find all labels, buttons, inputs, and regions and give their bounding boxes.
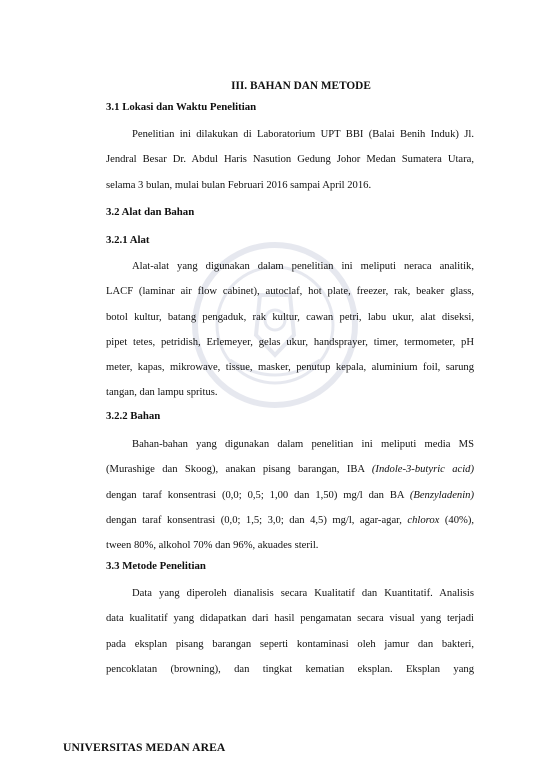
text-line: Alat-alat yang digunakan dalam penelitian ini meliputi neraca analitik, — [132, 261, 474, 272]
text-line: tween 80%, alkohol 70% dan 96%, akuades steril. — [106, 540, 319, 552]
paragraph-metode — [106, 581, 474, 682]
text-run: dengan taraf konsentrasi (0,0; 1,5; 3,0; dan 4,5) mg/l, agar-agar, — [106, 514, 408, 526]
text-line: Jendral Besar Dr. Abdul Haris Nasution Gedung Johor Medan Sumatera Utara, — [106, 154, 474, 166]
text-line: tangan, dan lampu spritus. — [106, 387, 218, 399]
text-run: dengan taraf konsentrasi (0,0; 0,5; 1,00 dan 1,50) mg/l dan BA — [106, 489, 410, 501]
text-line: Bahan-bahan yang digunakan dalam penelitian ini meliputi media MS — [132, 439, 474, 450]
text-line: meter, kapas, mikrowave, tissue, masker, penutup kepala, aluminium foil, sarung — [106, 362, 474, 374]
paragraph-lokasi — [106, 122, 474, 198]
text-line: Data yang diperoleh dianalisis secara Kualitatif dan Kuantitatif. Analisis — [132, 588, 474, 599]
section-heading-3-2-1: 3.2.1 Alat — [106, 234, 150, 246]
text-line: botol kultur, batang pengaduk, rak kultur, cawan petri, labu ukur, alat diseksi, — [106, 311, 474, 323]
chapter-title: III. BAHAN DAN METODE — [231, 80, 371, 92]
text-line — [106, 483, 474, 508]
section-heading-3-3: 3.3 Metode Penelitian — [106, 560, 206, 572]
text-run: (40%), — [439, 514, 474, 526]
paragraph-bahan — [106, 432, 474, 558]
text-line: Penelitian ini dilakukan di Laboratorium UPT BBI (Balai Benih Induk) Jl. — [132, 129, 474, 140]
text-line: data kualitatif yang didapatkan dari hasil pengamatan secara visual yang terjadi — [106, 613, 474, 625]
section-heading-3-2-2: 3.2.2 Bahan — [106, 410, 161, 422]
text-line: pipet tetes, petridish, Erlemeyer, gelas ukur, handsprayer, timer, termometer, pH — [106, 336, 474, 348]
text-line: selama 3 bulan, mulai bulan Februari 2016 sampai April 2016. — [106, 179, 372, 191]
text-run: (Murashige dan Skoog), anakan pisang barangan, IBA — [106, 464, 372, 476]
paragraph-alat — [106, 254, 474, 406]
text-line: pencoklatan (browning), dan tingkat kematian eksplan. Eksplan yang — [106, 663, 474, 675]
section-heading-3-1: 3.1 Lokasi dan Waktu Penelitian — [106, 101, 257, 113]
italic-term: (Benzyladenin) — [409, 489, 474, 501]
italic-term: (Indole-3-butyric acid) — [371, 464, 474, 476]
italic-term: chlorox — [407, 514, 440, 526]
text-line: LACF (laminar air flow cabinet), autoclaf, hot plate, freezer, rak, beaker glass, — [106, 286, 474, 298]
text-line — [106, 508, 474, 533]
text-line: pada eksplan pisang barangan seperti kontaminasi oleh jamur dan bakteri, — [106, 638, 474, 650]
text-line — [106, 457, 474, 482]
footer-university: UNIVERSITAS MEDAN AREA — [63, 741, 226, 754]
section-heading-3-2: 3.2 Alat dan Bahan — [106, 206, 195, 218]
